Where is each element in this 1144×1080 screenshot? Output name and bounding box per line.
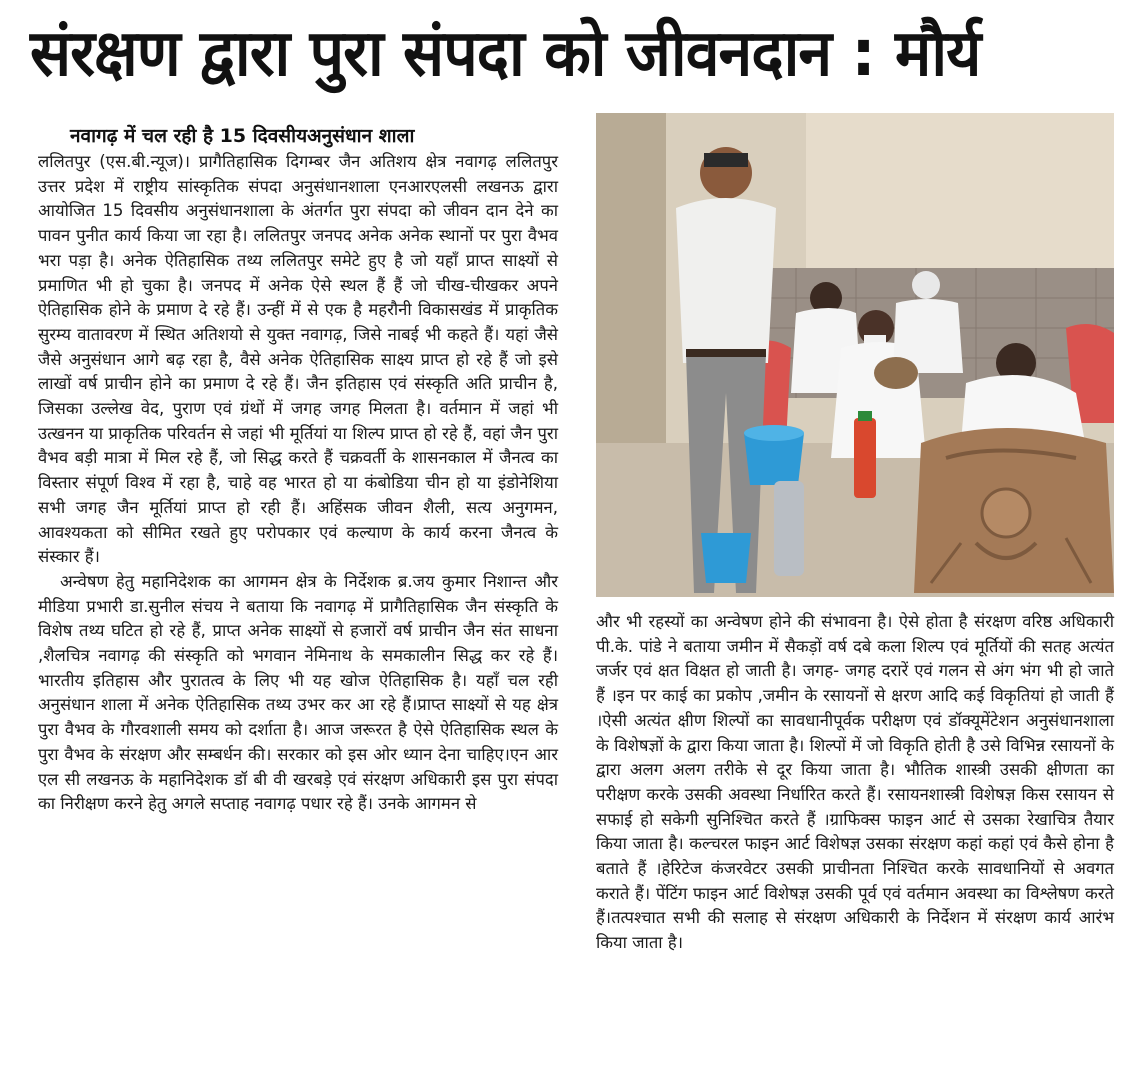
upper-wall xyxy=(806,113,1114,273)
blue-mug xyxy=(701,533,751,583)
right-column xyxy=(596,610,1114,956)
right-paragraph-1: और भी रहस्यों का अन्वेषण होने की संभावना है। ऐसे होता है संरक्षण वरिष्ठ अधिकारी पी.के. पांडे ने बताया जमीन में सैकड़ों वर्ष दबे कला शिल्प एवं मूर्तियों की सतह अत्यंत जर्जर एवं क्षत विक्षत हो जाती है। जगह- जगह दरारें एवं गलन से अंग भंग भी हो जाते हैं ।इन पर काई का प्रकोप ,जमीन के रसायनों से क्षरण आदि कई विकृतियां हो जाती हैं ।ऐसी अत्यंत क्षीण शिल्पों का सावधानीपूर्वक परीक्षण एवं डॉक्यूमेंटेशन अनुसंधानशाला के विशेषज्ञों के द्वारा किया जाता है। शिल्पों में जो विकृति होती है उसे विभिन्न रसायनों के द्वारा अलग अलग तरीके से दूर किया जाता है। भौतिक शास्त्री उसकी क्षीणता का परीक्षण करके उसकी अवस्था निर्धारित करते हैं। रसायनशास्त्री विशेषज्ञ किस रसायन से सफाई हो सकेगी सुनिश्चित करते हैं ।ग्राफिक्स फाइन आर्ट से उसका रेखाचित्र तैयार किया जाता है। कल्चरल फाइन आर्ट विशेषज्ञ उसका संरक्षण कहां कहां एवं कैसे होना है बताते हैं ।हेरिटेज कंजरवेटर उसकी प्राचीनता निश्चित करके सावधानियों से अवगत कराते हैं। पेंटिंग फाइन आर्ट विशेषज्ञ उसकी पूर्व एवं वर्तमान अवस्था का विश्लेषण करते हैं।तत्पश्चात सभी की सलाह से संरक्षण अधिकारी के निर्देशन में संरक्षण कार्य आरंभ किया जाता है। xyxy=(596,612,1114,953)
photo-illustration xyxy=(596,113,1114,597)
red-bottle xyxy=(854,418,876,498)
stone-sculpture xyxy=(914,428,1114,593)
conservation-lab-photo xyxy=(596,113,1114,597)
left-paragraph-1: ललितपुर (एस.बी.न्यूज)। प्रागैतिहासिक दिगम्बर जैन अतिशय क्षेत्र नवागढ़ ललितपुर उत्तर प्रदेश में राष्ट्रीय सांस्कृतिक संपदा अनुसंधानशाला एनआरएलसी लखनऊ द्वारा आयोजित 15 दिवसीय अनुसंधानशाला के अंतर्गत पुरा संपदा को जीवन दान देने का पावन पुनीत कार्य किया जा रहा है। ललितपुर जनपद अनेक अनेक स्थानों पर पुरा वैभव भरा पड़ा है। अनेक ऐतिहासिक तथ्य ललितपुर समेटे हुए है जो यहाँ प्राप्त साक्ष्यों से प्रमाणित भी हो चुका है। जनपद में अनेक ऐसे स्थल हैं हैं जो चीख-चीखकर अपने ऐतिहासिक होने के प्रमाण दे रहे हैं। उन्हीं में से एक है महरौनी विकासखंड में प्राकृतिक सुरम्य वातावरण में स्थित अतिशयो से युक्त नवागढ़, जिसे नाबई भी कहते हैं। यहां जैसे जैसे अनुसंधान आगे बढ़ रहा है, वैसे अनेक ऐतिहासिक साक्ष्य प्राप्त हो रहे हैं जो इसे लाखों वर्ष प्राचीन होने का प्रमाण दे रहे हैं। जैन इतिहास एवं संस्कृति अति प्राचीन है, जिसका उल्लेख वेद, पुराण एवं ग्रंथों में जगह जगह मिलता है। वर्तमान में जहां भी उत्खनन या प्राकृतिक परिवर्तन से जहां भी मूर्तियां या शिल्प प्राप्त हो रहे हैं, वहां जैन पुरा वैभव बड़ी मात्रा में मिल रहे हैं, जो सिद्ध करते हैं चक्रवर्ती के शासनकाल में जैनत्व का विस्तार संपूर्ण विश्व में रहा है, चाहे वह भारत हो या कंबोडिया चीन हो या इंडोनेशिया सभी जगह जैन मूर्तियां प्राप्त हो रही हैं। अहिंसक जीवन शैली, सत्य अनुगमन, आवश्यकता को सीमित रखते हुए परोपकार एवं कल्याण के कार्य करना जैनत्व के संस्कार हैं। xyxy=(38,152,558,567)
steel-flask xyxy=(774,481,804,576)
left-paragraph-2: अन्वेषण हेतु महानिदेशक का आगमन क्षेत्र के निर्देशक ब्र.जय कुमार निशान्त और मीडिया प्रभारी डा.सुनील संचय ने बताया कि नवागढ़ में प्रागैतिहासिक जैन संस्कृति के विशेष तथ्य घटित हो रहे हैं, प्राप्त अनेक साक्ष्यों से हजारों वर्ष प्राचीन जैन संत साधना ,शैलचित्र नवागढ़ की संस्कृति को भगवान नेमिनाथ के समकालीन सिद्ध कर रहे हैं। भारतीय इतिहास और पुरातत्व के लिए भी यह खोज ऐतिहासिक है। यहाँ चल रही अनुसंधान शाला में अनेक ऐतिहासिक तथ्य उभर कर आ रहे हैं।प्राप्त साक्ष्यों से यह क्षेत्र पुरा वैभव के गौरवशाली समय को दर्शाता है। आज जरूरत है ऐसे ऐतिहासिक स्थल के पुरा वैभव के संरक्षण और सम्बर्धन की। सरकार को इस ओर ध्यान देना चाहिए।एन आर एल सी लखनऊ के महानिदेशक डॉ बी वी खरबड़े एवं संरक्षण अधिकारी इस पुरा संपदा का निरीक्षण करने हेतु अगले सप्ताह नवागढ़ पधार रहे हैं। उनके आगमन से xyxy=(38,571,558,814)
left-column xyxy=(38,150,558,817)
artifact-pot xyxy=(874,357,918,389)
headline: संरक्षण द्वारा पुरा संपदा को जीवनदान : मौर्य xyxy=(30,17,981,91)
subheading: नवागढ़ में चल रही है 15 दिवसीयअनुसंधान शाला xyxy=(70,125,415,147)
